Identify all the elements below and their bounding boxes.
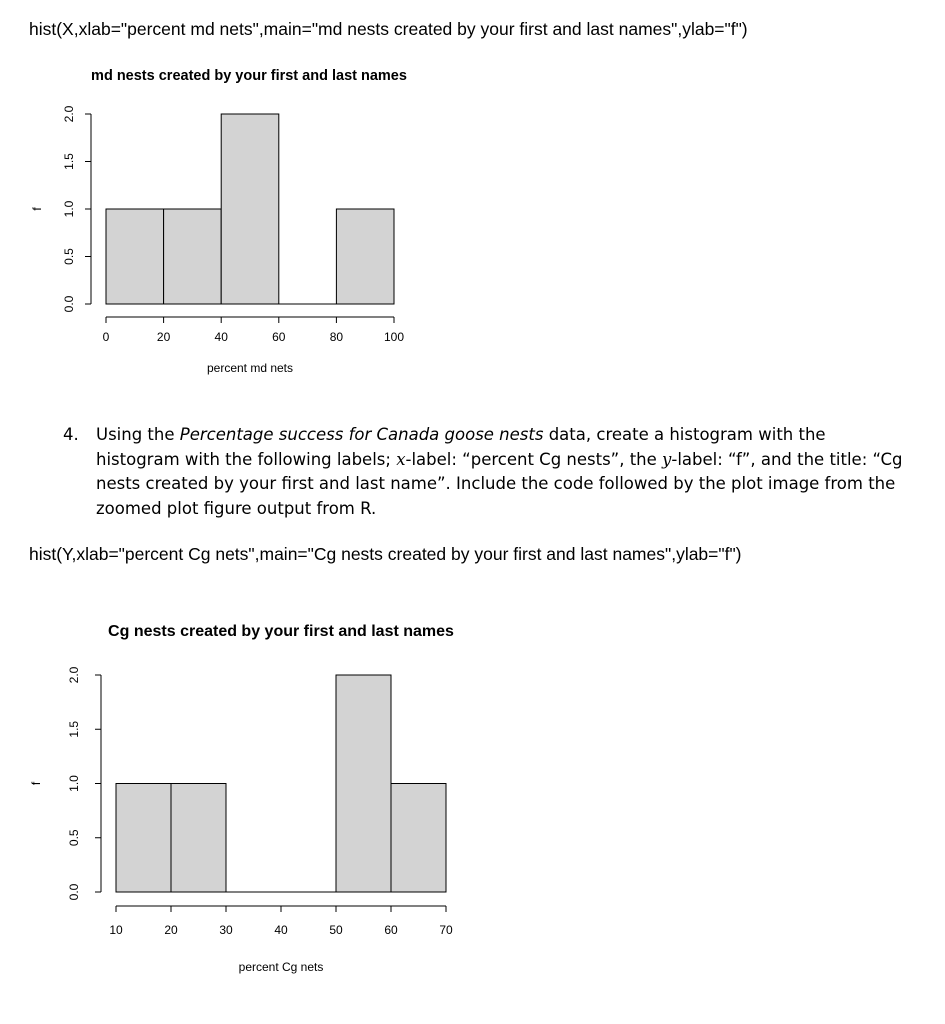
y-tick-label: 2.0	[67, 666, 81, 684]
question-dataset-name: Percentage success for Canada goose nests	[179, 425, 544, 444]
y-tick-label: 0.0	[67, 883, 81, 901]
y-tick-label: 1.0	[67, 775, 81, 792]
histogram-bar	[171, 784, 226, 893]
y-tick-label: 0.5	[67, 829, 81, 847]
r-code-line-2: hist(Y,xlab="percent Cg nets",main="Cg nests created by your first and last names",ylab="f")	[29, 544, 742, 564]
y-axis-title: f	[30, 207, 44, 211]
x-axis-title: percent Cg nets	[238, 960, 324, 974]
x-axis-title: percent md nets	[206, 361, 294, 375]
question-y-var: y	[662, 449, 672, 469]
histogram-bar	[391, 784, 446, 893]
chart-title: md nests created by your first and last names	[91, 68, 407, 84]
question-number: 4.	[63, 425, 79, 444]
chart-title: Cg nests created by your first and last names	[108, 623, 454, 640]
x-tick-label: 10	[109, 923, 123, 937]
x-tick-label: 0	[102, 330, 110, 344]
y-tick-label: 1.5	[67, 720, 81, 738]
x-tick-label: 70	[439, 923, 453, 937]
histogram-bar	[336, 675, 391, 892]
y-tick-label: 0.0	[62, 295, 76, 313]
x-tick-label: 20	[164, 923, 178, 937]
x-tick-label: 40	[214, 330, 228, 344]
histogram-bar	[116, 784, 171, 893]
y-tick-label: 1.0	[62, 200, 76, 218]
x-tick-label: 60	[384, 923, 398, 937]
x-tick-label: 100	[383, 330, 405, 344]
r-code-line-1: hist(X,xlab="percent md nets",main="md nests created by your first and last names",ylab="f")	[29, 19, 748, 39]
question-y-label-text: -label: “f”, and the title: “Cg nests created by your first and last name”. Include the code followed by the plot image from the zoomed plot figure output from R.	[96, 449, 903, 518]
x-tick-label: 40	[274, 923, 288, 937]
x-tick-label: 80	[329, 330, 344, 344]
x-tick-label: 20	[156, 330, 171, 344]
y-tick-label: 1.5	[62, 153, 76, 170]
x-tick-label: 30	[219, 923, 233, 937]
y-tick-label: 0.5	[62, 248, 76, 265]
question-x-var: x	[396, 449, 406, 469]
x-tick-label: 50	[329, 923, 343, 937]
y-axis-title: f	[29, 781, 43, 786]
question-x-label-text: -label: “percent Cg nests”, the	[405, 449, 663, 469]
y-tick-label: 2.0	[62, 105, 76, 123]
x-tick-label: 60	[272, 330, 286, 344]
question-text-after: data, create a histogram with the histogram with the following labels;	[96, 425, 826, 469]
question-text-before: Using the	[96, 425, 180, 444]
